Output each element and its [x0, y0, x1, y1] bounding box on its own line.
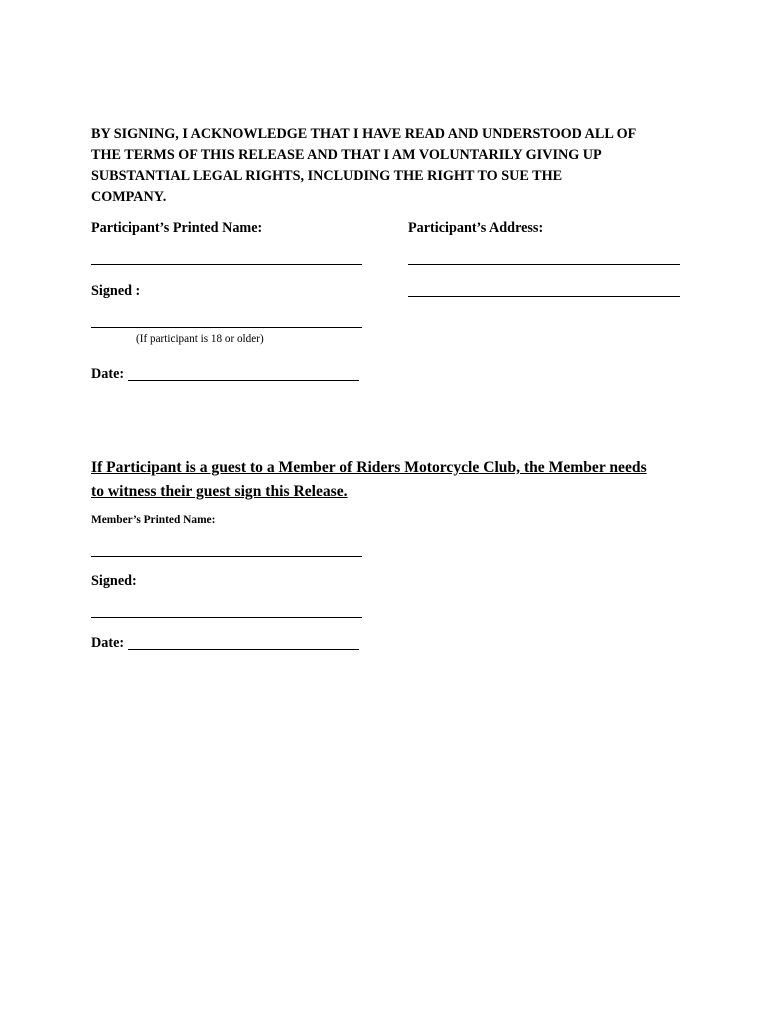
participant-signature-line[interactable] [91, 327, 362, 328]
acknowledgement-paragraph: BY SIGNING, I ACKNOWLEDGE THAT I HAVE READ AND UNDERSTOOD ALL OF THE TERMS OF THIS RELEASE AND THAT I AM VOLUNTARILY GIVING UP SUBSTANTIAL LEGAL RIGHTS, INCLUDING THE RIGHT TO SUE THE COMPANY. [91, 126, 637, 205]
member-signed-label: Signed: [91, 573, 137, 589]
participant-signed-label: Signed : [91, 283, 141, 299]
participant-printed-name-label: Participant’s Printed Name: [91, 220, 263, 236]
participant-address-line-1[interactable] [408, 264, 680, 265]
participant-printed-name-line[interactable] [91, 264, 362, 265]
member-date-line[interactable] [128, 635, 359, 650]
participant-date-row [91, 366, 359, 383]
member-printed-name-label: Member’s Printed Name: [91, 514, 216, 526]
member-date-row [91, 635, 359, 652]
participant-date-line[interactable] [128, 366, 359, 381]
guest-notice: If Participant is a guest to a Member of Riders Motorcycle Club, the Member needs to witness their guest sign this Release. [91, 459, 647, 500]
participant-address-line-2[interactable] [408, 296, 680, 297]
member-printed-name-line[interactable] [91, 556, 362, 557]
member-signature-line[interactable] [91, 617, 362, 618]
member-date-label: Date: [91, 635, 125, 651]
participant-address-label: Participant’s Address: [408, 220, 544, 236]
participant-date-label: Date: [91, 366, 125, 382]
age-note: (If participant is 18 or older) [136, 333, 264, 345]
